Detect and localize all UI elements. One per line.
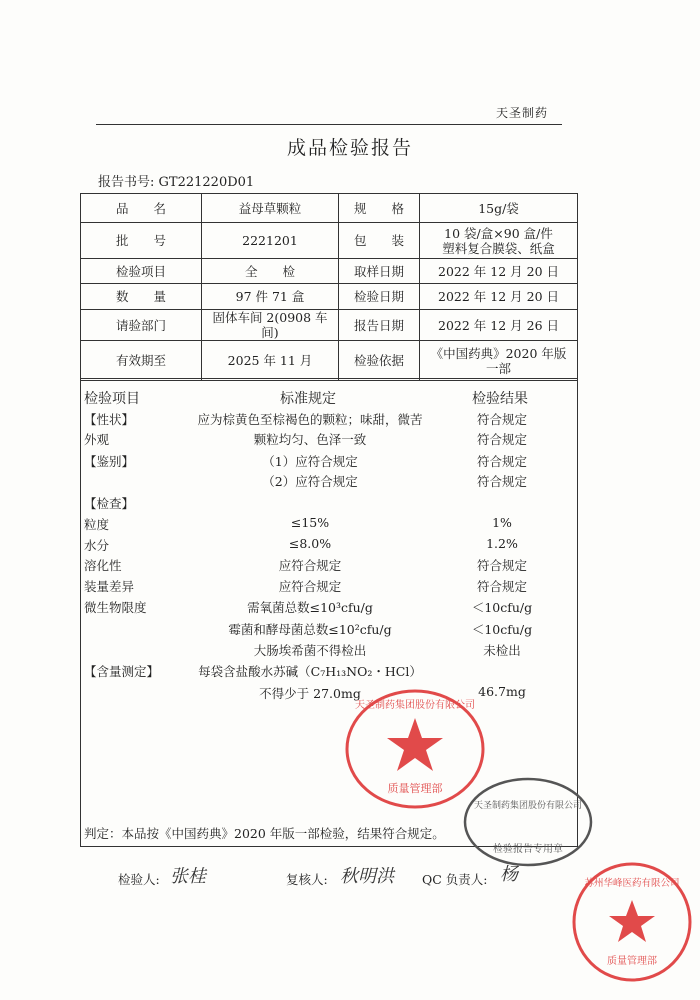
spec-label: 规 格 [339,194,420,223]
report-date-label: 报告日期 [339,310,420,341]
result-standard: 应符合规定 [278,579,342,594]
company-stamp-dept: 质量管理部 [387,782,443,795]
result-item: 粒度 [84,517,110,532]
reviewer-signature: 秋明洪 [340,866,394,887]
package-line-1: 10 袋/盒×90 盒/件 [444,225,553,241]
brand-mark: 天圣制药 [496,106,549,120]
result-item: 装量差异 [84,579,135,594]
result-standard: 每袋含盐酸水苏碱（C₇H₁₃NO₂・HCl） [198,664,422,679]
sampling-value: 2022 年 12 月 20 日 [420,259,578,284]
inspection-stamp-name: 天圣制药集团股份有限公司 [473,801,583,811]
result-standard: ≤8.0% [288,536,332,551]
expiry-label: 有效期至 [81,341,202,381]
result-value: 符合规定 [476,432,527,447]
distributor-stamp-name: 苏州华峰医药有限公司 [584,878,680,889]
table-row [81,259,578,284]
report-number-value: GT221220D01 [158,175,255,190]
result-item: 溶化性 [84,558,122,573]
result-value: ＜10cfu/g [471,600,533,615]
result-standard: 霉菌和酵母菌总数≤10²cfu/g [228,622,392,637]
result-standard: 应符合规定 [278,558,342,573]
result-value: 1.2% [486,536,518,551]
result-value: 1% [492,515,512,530]
result-item: 【检查】 [84,496,135,511]
result-standard: （1）应符合规定 [262,454,358,469]
results-col-result: 检验结果 [472,391,528,407]
report-date-value: 2022 年 12 月 26 日 [420,310,578,341]
qty-value: 97 件 71 盒 [202,284,339,310]
qty-label: 数 量 [81,284,202,310]
distributor-stamp [570,860,694,984]
reviewer-label: 复核人: [286,872,328,887]
item-value: 全 检 [202,259,339,284]
result-standard: 不得少于 27.0mg [259,686,361,701]
result-standard: 大肠埃希菌不得检出 [253,643,367,658]
results-col-item: 检验项目 [84,391,140,407]
inspector-signature: 张桂 [170,866,206,887]
sampling-label: 取样日期 [339,259,420,284]
page-title: 成品检验报告 [286,137,413,159]
test-date-label: 检验日期 [339,284,420,310]
result-value: 符合规定 [476,558,527,573]
report-number [98,171,254,190]
result-value: 未检出 [483,643,521,658]
results-col-standard: 标准规定 [280,391,336,407]
company-stamp-star [387,718,443,771]
result-item: 水分 [84,538,110,553]
result-standard: ≤15% [290,515,330,530]
result-value: ＜10cfu/g [471,622,533,637]
result-value: 46.7mg [478,684,526,699]
product-label: 品 名 [81,194,202,223]
qc-signature: 杨 [500,864,518,885]
result-standard: （2）应符合规定 [262,474,358,489]
report-number-label: 报告书号: [98,175,155,190]
qc-label: QC 负责人: [422,872,488,887]
info-table [80,193,578,381]
result-value: 符合规定 [476,579,527,594]
result-value: 符合规定 [476,412,527,427]
result-standard: 应为棕黄色至棕褐色的颗粒；味甜，微苦 [197,412,423,427]
spec-value: 15g/袋 [420,194,578,223]
basis-label: 检验依据 [339,341,420,381]
basis-line-1: 《中国药典》2020 年版 [430,345,567,361]
result-standard: 需氧菌总数≤10³cfu/g [247,600,373,615]
package-value [420,223,578,259]
result-standard: 颗粒均匀、色泽一致 [253,432,367,447]
result-item: 【性状】 [84,412,135,427]
result-item: 【鉴别】 [84,454,135,469]
inspection-stamp [462,776,594,868]
conclusion-text: 判定：本品按《中国药典》2020 年版一部检验，结果符合规定。 [84,826,445,841]
table-row [81,223,578,259]
dept-label: 请验部门 [81,310,202,341]
package-line-2: 塑料复合膜袋、纸盒 [442,240,555,256]
distributor-stamp-dept: 质量管理部 [607,956,657,967]
inspector-label: 检验人: [118,872,160,887]
header-rule [96,124,562,125]
batch-value: 2221201 [202,223,339,259]
product-value: 益母草颗粒 [202,194,339,223]
inspection-stamp-dept: 检验报告专用章 [493,844,563,855]
result-value: 符合规定 [476,454,527,469]
table-row [81,341,578,381]
expiry-value: 2025 年 11 月 [202,341,339,381]
result-item: 【含量测定】 [84,664,160,679]
result-value: 符合规定 [476,474,527,489]
test-date-value: 2022 年 12 月 20 日 [420,284,578,310]
result-item: 外观 [84,432,110,447]
company-stamp-name: 天圣制药集团股份有限公司 [355,700,475,711]
table-row [81,310,578,341]
result-item: 微生物限度 [84,600,147,615]
dept-value: 固体车间 2(0908 车间) [202,310,339,341]
item-label: 检验项目 [81,259,202,284]
basis-value [420,341,578,381]
table-row [81,284,578,310]
package-label: 包 装 [339,223,420,259]
distributor-stamp-star [609,900,655,942]
basis-line-2: 一部 [485,360,511,376]
table-row [81,194,578,223]
batch-label: 批 号 [81,223,202,259]
